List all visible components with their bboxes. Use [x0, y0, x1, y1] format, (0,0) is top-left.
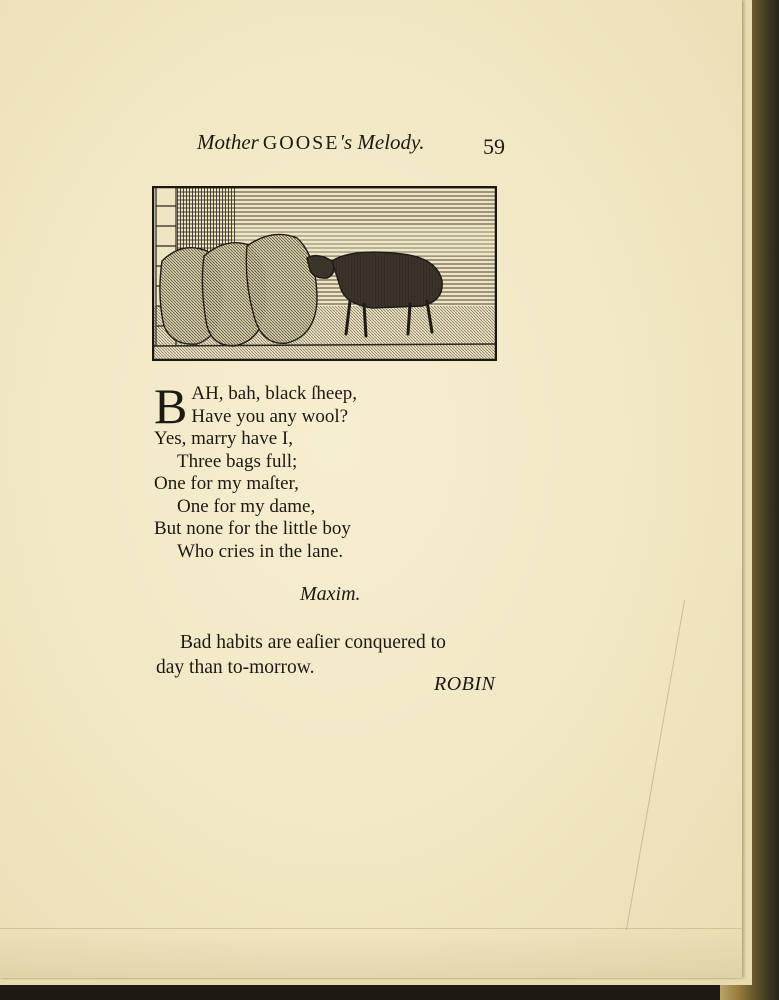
- poem-line-2: Have you any wool?: [191, 405, 349, 427]
- poem-line-3: Yes, marry have I,: [154, 428, 293, 449]
- drop-cap: B: [154, 378, 188, 434]
- poem-line-6: One for my dame,: [177, 495, 316, 517]
- header-title-post: 's Melody.: [339, 130, 425, 154]
- poem-line-4: Three bags full;: [177, 450, 298, 472]
- black-sheep-with-wool-bags-icon: [152, 186, 497, 361]
- catchword: ROBIN: [434, 673, 496, 695]
- header-title-caps: GOOSE: [262, 132, 340, 154]
- poem-line-1-text: AH, bah, black ſheep,: [191, 383, 358, 404]
- poem-line-5: One for my maſter,: [154, 473, 299, 494]
- poem-line-7: But none for the little boy: [154, 518, 351, 539]
- page-fold: [0, 928, 742, 979]
- page-tear: [626, 600, 755, 930]
- poem-block: [154, 378, 484, 563]
- maxim-line-2: day than to-morrow.: [156, 657, 315, 678]
- maxim-heading: Maxim.: [300, 583, 361, 605]
- header-title-pre: Mother: [197, 130, 259, 154]
- page-number: 59: [483, 134, 505, 159]
- running-header: [197, 130, 517, 160]
- poem-line-8: Who cries in the lane.: [177, 540, 344, 562]
- maxim-line-1: Bad habits are eaſier conquered to: [180, 632, 446, 653]
